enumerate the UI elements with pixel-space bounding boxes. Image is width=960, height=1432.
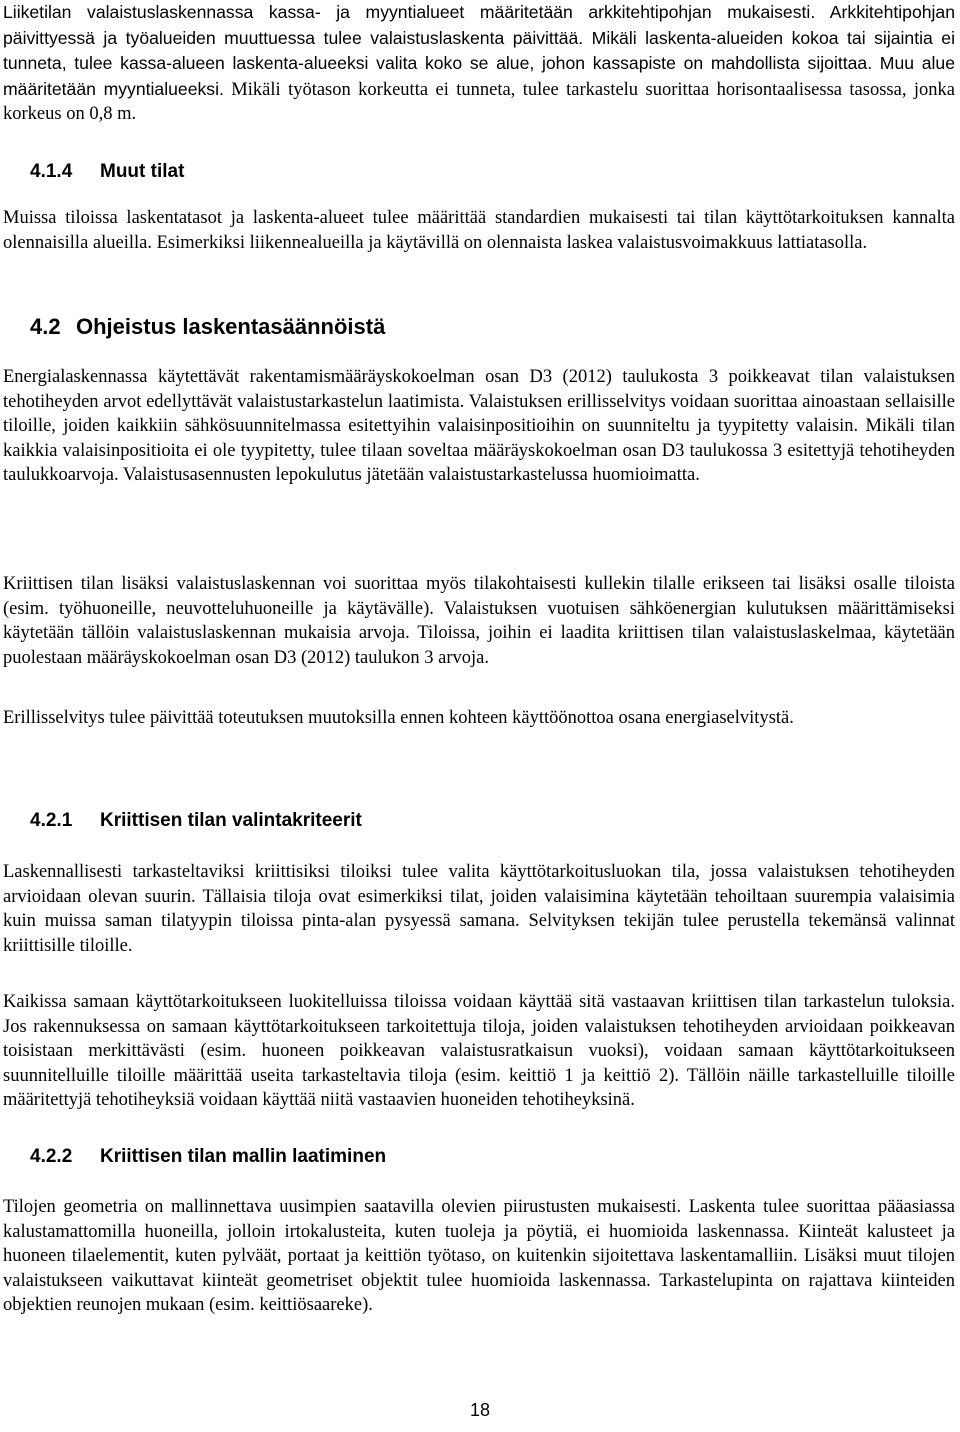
paragraph-4-2-1-a: Laskennallisesti tarkasteltaviksi kriittisiksi tiloiksi tulee valita käyttötarkoitusluokan tila, jossa valaistuksen tehotiheyden arvioidaan olevan suurin. Tällaisia tiloja ovat esimerkiksi tilat, joiden valaisimina käytetään tehoiltaan suurempia valaisimia kuin muissa saman tilatyypin tiloissa pinta-alan pysyessä samana. Selvityksen tekijän tulee perustella tekemänsä valinnat kriittisille tiloille. [3, 862, 955, 956]
intro-paragraph [3, 0, 955, 127]
heading-4-2-2-title: Kriittisen tilan mallin laatiminen [100, 1146, 387, 1167]
paragraph-4-2-2-a: Tilojen geometria on mallinnettava uusimpien saatavilla olevien piirustusten mukaisesti. Laskenta tulee suorittaa pääasiassa kalustamattomilla huoneilla, jolloin irtokalusteita, kuten tuoleja ja pöytiä, ei huomioida laskennassa. Kiinteät kalusteet ja huoneen tilaelementit, kuten pylväät, portaat ja keittiön työtaso, on kuitenkin sijoitettava laskentamalliin. Lisäksi muut tilojen valaistukseen vaikuttavat kiinteät geometriset objektit tulee huomioida laskennassa. Tarkastelupinta on rajattava kiinteiden objektien reunojen mukaan (esim. keittiösaareke). [3, 1197, 955, 1316]
paragraph-4-2-1-b: Kaikissa samaan käyttötarkoitukseen luokitelluissa tiloissa voidaan käyttää sitä vastaavan kriittisen tilan tarkastelun tuloksia. Jos rakennuksessa on samaan käyttötarkoitukseen tarkoitettuja tiloja, joiden valaistuksen tehotiheyden arvioidaan poikkeavan toisistaan merkittävästi (esim. huoneen poikkeavan valaistusratkaisun vuoksi), voidaan samaan käyttötarkoitukseen suunnitelluille tiloille määrittää useita tarkasteltavia tiloja (esim. keittiö 1 ja keittiö 2). Tällöin näille tarkastelluille tiloille määritettyjä tehotiheyksiä voidaan käyttää niitä vastaavien huoneiden tehotiheyksinä. [3, 992, 955, 1111]
heading-4-2-1-number: 4.2.1 [30, 810, 73, 831]
heading-4-2-1-title: Kriittisen tilan valintakriteerit [100, 810, 362, 831]
heading-4-2-title: Ohjeistus laskentasäännöistä [76, 314, 386, 339]
page-number: 18 [469, 1400, 491, 1420]
paragraph-4-2-2: Kriittisen tilan lisäksi valaistuslaskennan voi suorittaa myös tilakohtaisesti kullekin tilalle erikseen tai lisäksi osalle tiloista (esim. työhuoneille, neuvotteluhuoneille ja käytävälle). Valaistuksen vuotuisen sähköenergian kulutuksen määrittämiseksi käytetään tällöin valaistuslaskennan mukaisia arvoja. Tiloissa, joihin ei laadita kriittisen tilan valaistuslaskelmaa, käytetään puolestaan määräyskokoelman osan D3 (2012) taulukon 3 arvoja. [3, 574, 955, 668]
heading-4-2-2 [3, 1145, 386, 1169]
paragraph-4-2-1: Energialaskennassa käytettävät rakentamismääräyskokoelman osan D3 (2012) taulukosta 3 poikkeavat tilan valaistuksen tehotiheyden arvot edellyttävät valaistustarkastelun laatimista. Valaistuksen erillisselvitys voidaan suorittaa ainoastaan sellaisille tiloille, joiden kaikkiin sähkösuunnitelmassa esitettyihin valaisinpositioihin on suunniteltu ja tyypitetty valaisin. Mikäli tilan kaikkia valaisinpositioita ei ole tyypitetty, tulee tilaan soveltaa määräyskokoelman osan D3 taulukossa 3 esitettyjä tehotiheyden taulukkoarvoja. Valaistusasennusten lepokulutus jätetään valaistustarkastelussa huomioimatta. [3, 367, 955, 486]
intro-text-sans: Liiketilan valaistuslaskennassa kassa- ja myyntialueet määritetään arkkitehtipohjan mukaisesti. Arkkitehtipohjan päivittyessä ja työalueiden muuttuessa tulee valaistuslaskenta päivittää. Mikäli laskenta-alueiden kokoa tai sijaintia ei tunneta, tulee kassa-alueen laskenta-alueeksi valita koko se alue, johon kassapiste on mahdollista sijoittaa. Muu alue määritetään myyntialueeksi. [3, 2, 955, 99]
paragraph-4-1-4: Muissa tiloissa laskentatasot ja laskenta-alueet tulee määrittää standardien mukaisesti tai tilan käyttötarkoituksen kannalta olennaisilla alueilla. Esimerkiksi liikennealueilla ja käytävillä on olennaista laskea valaistusvoimakkuus lattiatasolla. [3, 208, 955, 253]
heading-4-1-4-title: Muut tilat [100, 161, 185, 182]
paragraph-4-2-3: Erillisselvitys tulee päivittää toteutuksen muutoksilla ennen kohteen käyttöönottoa osana energiaselvitystä. [3, 708, 794, 728]
heading-4-2-1 [3, 809, 362, 833]
heading-4-2-2-number: 4.2.2 [30, 1146, 73, 1167]
heading-4-1-4 [3, 160, 184, 184]
intro-text-serif: Mikäli työtason korkeutta ei tunneta, tulee tarkastelu suorittaa horisontaalisessa tasossa, jonka korkeus on 0,8 m. [3, 79, 955, 125]
heading-4-2-number: 4.2 [30, 314, 61, 339]
heading-4-1-4-number: 4.1.4 [30, 161, 73, 182]
heading-4-2 [30, 313, 385, 341]
